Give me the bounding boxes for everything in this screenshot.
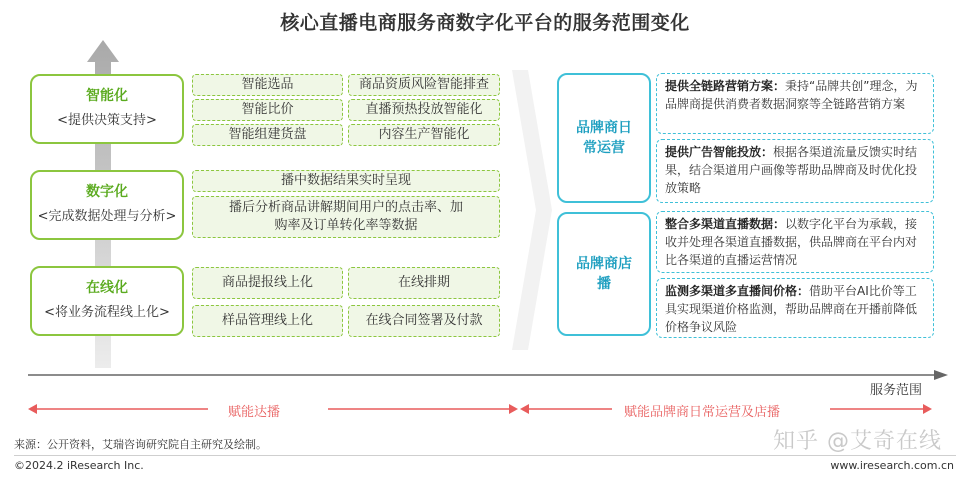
stage-online-name: 在线化 (86, 280, 128, 296)
online-item: 样品管理线上化 (192, 305, 343, 337)
stage-smart-name: 智能化 (86, 88, 128, 104)
brand-store-live-label: 品牌商店播 (576, 256, 632, 292)
desc-title: 提供全链路营销方案： (665, 79, 786, 93)
stage-digital-name: 数字化 (86, 184, 128, 200)
desc-title: 提供广告智能投放： (665, 145, 774, 159)
brand-daily-ops (557, 73, 651, 203)
desc-text: 以数字化平台为承载，接收并处理各渠道直播数据，供品牌商在平台内对比各渠道的直播运营情况 (665, 217, 918, 267)
smart-item: 智能组建货盘 (192, 124, 343, 146)
website-url: www.iresearch.com.cn (830, 459, 954, 472)
stage-smart (30, 74, 184, 144)
stage-digital (30, 170, 184, 240)
source-note: 来源：公开资料，艾瑞咨询研究院自主研究及绘制。 (14, 438, 267, 451)
desc-box (656, 139, 934, 203)
axis-label: 服务范围 (869, 383, 922, 398)
stage-digital-desc: <完成数据处理与分析> (37, 209, 177, 224)
footer-divider (14, 455, 956, 456)
desc-text: 借助平台AI比价等工具实现渠道价格监测，帮助品牌商在开播前降低价格争议风险 (665, 284, 918, 334)
stage-online (30, 266, 184, 336)
smart-item: 智能选品 (192, 74, 343, 96)
stage-online-desc: <将业务流程线上化> (44, 305, 170, 320)
digital-item: 播中数据结果实时呈现 (192, 170, 500, 192)
online-item: 商品提报线上化 (192, 267, 343, 299)
online-item: 在线合同签署及付款 (348, 305, 500, 337)
online-item: 在线排期 (348, 267, 500, 299)
digital-item: 播后分析商品讲解期间用户的点击率、加购率及订单转化率等数据 (192, 196, 500, 238)
desc-text: 根据各渠道流量反馈实时结果，结合渠道用户画像等帮助品牌商及时优化投放策略 (665, 145, 918, 195)
watermark: 知乎 @艾奇在线 (773, 429, 942, 454)
smart-item: 智能比价 (192, 99, 343, 121)
brand-daily-ops-label: 品牌商日常运营 (576, 120, 632, 156)
copyright: ©2024.2 iResearch Inc. (14, 459, 144, 472)
desc-box (656, 278, 934, 338)
desc-text: 秉持“品牌共创”理念，为品牌商提供消费者数据洞察等全链路营销方案 (665, 79, 918, 111)
desc-title: 监测多渠道多直播间价格： (665, 284, 810, 298)
empower-left-label: 赋能达播 (228, 405, 281, 420)
stage-smart-desc: <提供决策支持> (57, 113, 157, 128)
empower-right-label: 赋能品牌商日常运营及店播 (624, 405, 781, 420)
smart-item: 内容生产智能化 (348, 124, 500, 146)
desc-title: 整合多渠道直播数据： (665, 217, 786, 231)
smart-item: 商品资质风险智能排查 (348, 74, 500, 96)
page-title: 核心直播电商服务商数字化平台的服务范围变化 (280, 12, 690, 34)
section-divider-arrow (512, 70, 552, 350)
service-scope-axis (28, 370, 948, 380)
smart-item: 直播预热投放智能化 (348, 99, 500, 121)
brand-store-live (557, 212, 651, 336)
desc-box (656, 211, 934, 273)
desc-box (656, 73, 934, 134)
